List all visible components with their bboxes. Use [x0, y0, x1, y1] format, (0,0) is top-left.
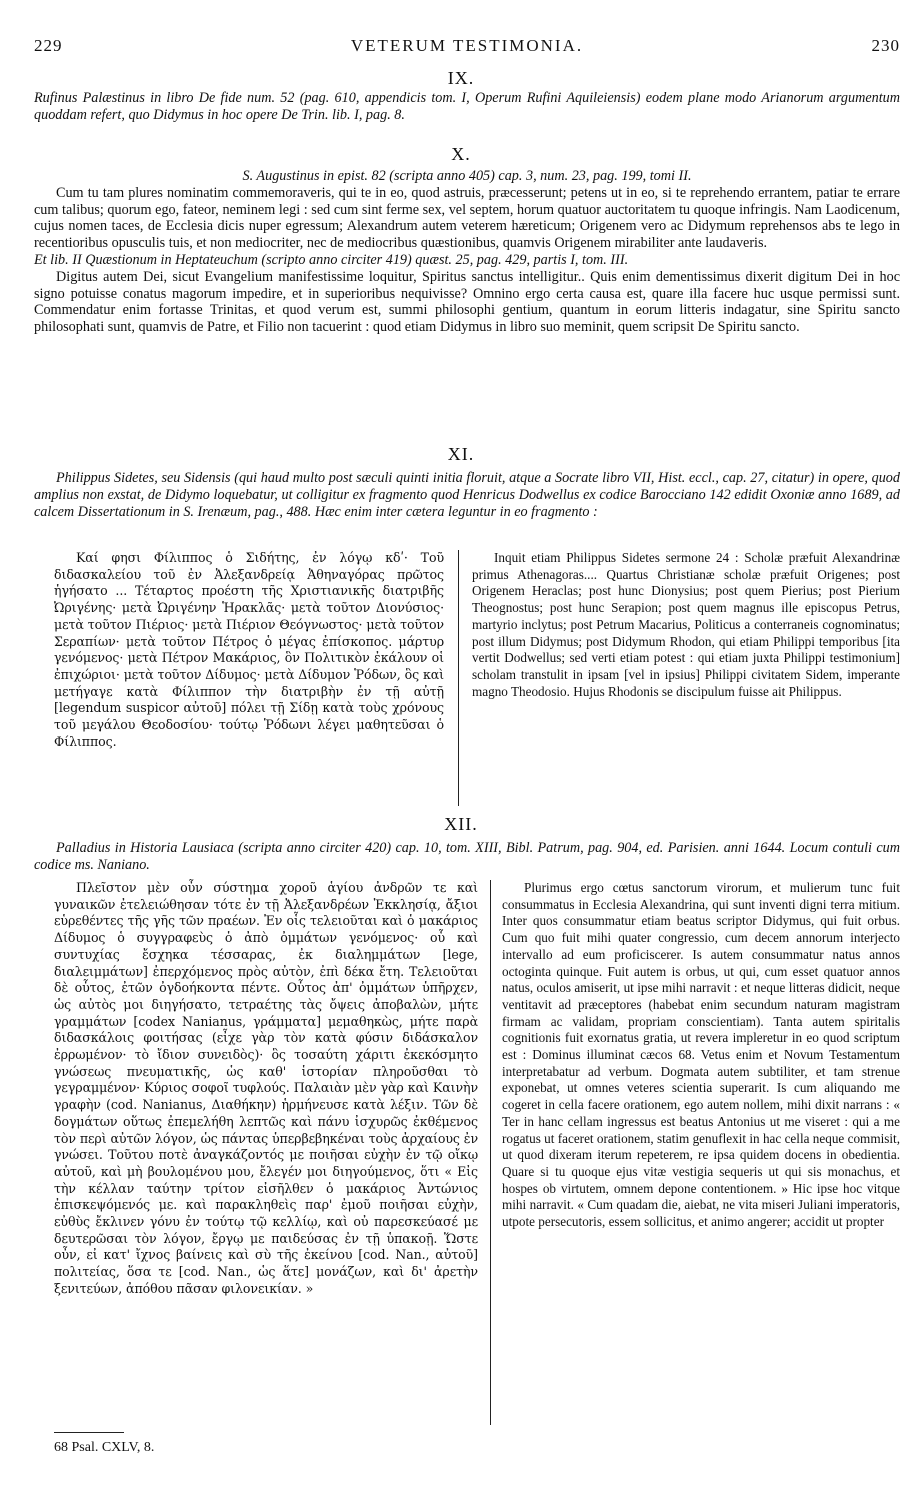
section-xii-latin-text: Plurimus ergo cœtus sanctorum virorum, et mulierum tunc fuit consummatus in Ecclesia Alexandrina, qui sunt inventi digni terra mitium. Inter quos consummatur etiam beatus scriptor Didymus, qui fuit orbus. Cum quo fuit mihi quater congressio, cum decem annorum interjecto intervallo ad eum proficiscerer. Is autem consummatur natus annos octoginta quinque. Fuit autem is orbus, ut qui, cum esset quatuor annos natus, oculos amiserit, ut ipse mihi narravit : et neque litteras didicit, neque ventitavit ad præceptores (habebat enim secundum naturam magistram firmam ac validam, propriam conscientiam). Tanta autem spiritalis cognitionis fuit exornatus gratia, ut revera impleretur in eo quod scriptum est : Dominus illuminat cæcos 68. Vetus enim et Novum Testamentum interpretabatur ad verbum. Dogmata autem subtiliter, et tam strenue exponebat, ut omnes veteres scientia superarit. Is cum aliquando me cogeret in cella facere orationem, ego autem nollem, mihi dixit narrans : « Ter in hanc cellam ingressus est beatus Antonius ut me viseret : qui a me rogatus ut faceret orationem, statim genuflexit in hac cella neque commisit, ut quod dixeram iterum repeterem, re ipsa quidem docens in obedientia. Quare si tu quoque ejus vitæ vestigia sequeris ut qui sis monachus, et hospes ob virtutem, omnem depone contentionem. » Hic ipse hoc vitque mihi narravit. « Cum quadam die, aiebat, ne vita miseri Juliani imperatoris, utpote persecutoris, essem sollicitus, et animo angerer; accidit ut propter [502, 880, 900, 1230]
section-x-body-2: Digitus autem Dei, sicut Evangelium manifestissime loquitur, Spiritus sanctus intelligitur.. Quis enim dementissimus dixerit digitum Dei in hoc signo potuisse conatus magorum impedire, et in superioribus nequivisse? Omnino ergo certa causa est, quare illa facere huc usque permissi sunt. Commendatur enim fortasse Trinitas, et quod verum est, summi philosophi gentium, quantum in eorum litteris indagatur, sine Spiritu sancto philosophati sunt, quamvis de Patre, et Filio non tacuerint : quod etiam Didymus in libro suo meminit, quem scripsit De Spiritu sancto. [34, 268, 900, 336]
section-xi-greek-column [54, 550, 444, 750]
section-x-text [34, 168, 900, 336]
section-xi-intro [34, 470, 900, 520]
section-heading-x: X. [451, 144, 471, 164]
footnote: 68 Psal. CXLV, 8. [54, 1440, 155, 1455]
column-divider [458, 550, 459, 806]
section-ix-text [34, 90, 900, 124]
running-title: VETERUM TESTIMONIA. [350, 36, 584, 55]
section-xi-latin-text: Inquit etiam Philippus Sidetes sermone 24 : Scholæ præfuit Alexandrinæ primus Athenagoras.... Quartus Christianæ scholæ præfuit Origenes; post Origenem Heraclas; post hunc Dionysius; post quem Pierius; post Pierium Theognostus; post hunc Serapion; post quem magnus ille episcopus Petrus, martyrio inclytus; post Petrum Macarius, Politicus a conterraneis cognominatus; post illum Didymus; post Didymum Rhodon, qui etiam Philippi temporibus [ita vertit Dodwellus; sed verti etiam potest : qui etiam juxta Philippi testimonium] scholam transtulit in ipsam [vel in ipsius] Philippi civitatem Sidem, imperante magno Theodosio. Hujus Rhodonis se discipulum fuisse ait Philippus. [472, 550, 900, 699]
section-xi-greek-text: Καί φησι Φίλιππος ὁ Σιδήτης, ἐν λόγῳ κδʹ· Τοῦ διδασκαλείου τοῦ ἐν Ἀλεξανδρείᾳ Ἀθηναγόρας πρῶτος ἡγήσατο ... Τέταρτος προέστη τῆς Χριστιανικῆς διατριβῆς Ὠριγένης· μετὰ Ὠριγένην Ἡρακλᾶς· μετὰ τοῦτον Διονύσιος· μετὰ τοῦτον Πιέριος· μετὰ Πιέριον Θεόγνωστος· μετὰ τοῦτον Σεραπίων· μετὰ τοῦτον Πέτρος ὁ μέγας ἐπίσκοπος. μάρτυρ γενόμενος· μετὰ Πέτρον Μακάριος, ὃν Πολιτικὸν ἐκάλουν οἱ ἐπιχώριοι· μετὰ τοῦτον Δίδυμος· μετὰ Δίδυμον Ῥόδων, ὃς καὶ μετήγαγε κατὰ Φίλιππον τὴν διατριβὴν ἐν τῇ αὐτῇ [legendum suspicor αὐτοῦ] πόλει τῇ Σίδῃ κατὰ τοὺς χρόνους τοῦ μεγάλου Θεοδοσίου· τούτῳ Ῥόδωνι λέγει μαθητεῦσαι ὁ Φίλιππος. [54, 550, 444, 749]
section-ix-paragraph: Rufinus Palæstinus in libro De fide num. 52 (pag. 610, appendicis tom. I, Operum Rufini Aquileiensis) eodem plane modo Arianorum argumentum quoddam refert, quo Didymus in hoc opere De Trin. lib. I, pag. 8. [34, 90, 900, 123]
section-heading-xii: XII. [444, 814, 478, 834]
section-xii-intro-text: Palladius in Historia Lausiaca (scripta anno circiter 420) cap. 10, tom. XIII, Bibl. Patrum, pag. 904, ed. Parisien. anni 1644. Locum contuli cum codice ms. Naniano. [34, 840, 900, 873]
page-number-left: 229 [34, 36, 63, 55]
footnote-rule [54, 1432, 124, 1433]
column-divider [490, 880, 491, 1425]
section-x-citation-2: Et lib. II Quæstionum in Heptateuchum (scripto anno circiter 419) quæst. 25, pag. 429, partis I, tom. III. [34, 251, 629, 268]
section-xi-intro-text: Philippus Sidetes, seu Sidensis (qui haud multo post sæculi quinti initia floruit, atque a Socrate libro VII, Hist. eccl., cap. 27, citatur) in opere, quod amplius non exstat, de Didymo loquebatur, ut colligitur ex fragmento quod Henricus Dodwellus ex codice Barocciano 142 edidit Oxoniæ anno 1689, ad calcem Dissertationum in S. Irenæum, pag., 488. Hæc enim inter cætera leguntur in eo fragmento : [34, 470, 900, 520]
running-head [34, 36, 900, 58]
section-xi-latin-column [472, 550, 900, 700]
section-xii-latin-column [502, 880, 900, 1231]
section-heading-xi: XI. [447, 444, 475, 464]
section-x-body: Cum tu tam plures nominatim commemoraveris, qui te in eo, quod astruis, præcesserunt; petens ut in eo, si te reprehendo errantem, patiar te errare cum talibus; quorum ego, fateor, neminem legi : sed cum sint ferme sex, vel septem, horum quatuor auctoritatem tu quoque infringis. Nam Laodicenum, cujus nomen taces, de Ecclesia dicis nuper egressum; Alexandrum autem veterem hæreticum; Origenem vero ac Didymum reprehensos abs te lego in recentioribus opusculis tuis, et non mediocriter, nec de mediocribus quæstionibus, quamvis Origenem mirabiliter ante laudaveris. [34, 184, 900, 252]
page-number-right: 230 [871, 36, 900, 55]
section-heading-ix: IX. [447, 68, 475, 88]
section-xii-greek-text: Πλεῖστον μὲν οὖν σύστημα χοροῦ ἁγίου ἀνδρῶν τε καὶ γυναικῶν ἐτελειώθησαν τότε ἐν τῇ Ἀλεξανδρέων Ἐκκλησίᾳ, ἄξιοι εὑρεθέντες τῆς γῆς τῶν πραέων. Ἐν οἷς τελειοῦται καὶ ὁ μακάριος Δίδυμος ὁ συγγραφεὺς ὁ ἀπὸ ὀμμάτων γενόμενος· οὗ καὶ συντυχίας ἔσχηκα τέσσαρας, ἐκ διαλημμάτων [lege, διαλειμμάτων] ἐπερχόμενος πρὸς αὐτὸν, ἐπὶ δέκα ἔτη. Τελειοῦται δὲ οὗτος, ἐτῶν ὀγδοήκοντα πέντε. Οὗτος ἀπ' ὀμμάτων ὑπῆρχεν, ὡς αὐτὸς μοι διηγήσατο, τετραέτης τὰς ὄψεις ἀποβαλὼν, μήτε γραμμάτων [codex Nanianus, γράμματα] μεμαθηκὼς, μήτε παρὰ διδασκάλοις φοιτήσας (εἶχε γὰρ τὸν κατὰ φύσιν διδάσκαλον ἐρρωμένον· τὸ ἴδιον συνειδὸς)· ὃς τοσαύτη χάριτι ἐκεκόσμητο γνώσεως πνευματικῆς, ὡς καθ' ἱστορίαν πληροῦσθαι τὸ γεγραμμένον· Κύριος σοφοῖ τυφλούς. Παλαιὰν μὲν γὰρ καὶ Καινὴν γραφὴν (cod. Nanianus, Διαθήκην) ἡρμήνευσε κατὰ λέξιν. Τῶν δὲ δογμάτων οὕτως ἐπεμελήθη λεπτῶς καὶ πάνυ ἰσχυρῶς ἐκθέμενος τὸν περὶ αὐτῶν λόγον, ὡς πάντας ὑπερβεβηκέναι τοὺς ἀρχαίους ἐν γνώσει. Τοῦτου ποτὲ ἀναγκάζοντός με ποιῆσαι εὐχὴν ἐν τῷ οἴκῳ αὐτοῦ, καὶ μὴ βουλομένου μου, ἔλεγέν μοι διηγούμενος, ὅτι « Εἰς τὴν κέλλαν ταύτην τρίτον εἰσῆλθεν ὁ μακάριος Ἀντώνιος ἐπισκεψόμενός με. καὶ παρακληθεὶς παρ' ἐμοῦ ποιῆσαι εὐχὴν, εὐθὺς ἔκλινεν γόνυ ἐν τούτῳ τῷ κελλίῳ, καὶ οὐ παρεσκεύασέ με δευτερῶσαι τὸν λόγον, ἔργῳ με παιδεύσας ἐν τῇ ὑπακοῇ. Ὥστε οὖν, εἰ κατ' ἴχνος βαίνεις καὶ σὺ τῆς ἐκείνου [cod. Nan., αὐτοῦ] πολιτείας, ὅσα τε [cod. Nan., ὡς ἅτε] μονάζων, καὶ δι' ἀρετὴν ξενιτεύων, ἀπόθου πᾶσαν φιλονεικίαν. » [54, 880, 478, 1296]
section-x-citation: S. Augustinus in epist. 82 (scripta anno 405) cap. 3, num. 23, pag. 199, tomi II. [242, 168, 692, 184]
section-xii-greek-column [54, 880, 478, 1298]
section-xii-intro [34, 840, 900, 874]
